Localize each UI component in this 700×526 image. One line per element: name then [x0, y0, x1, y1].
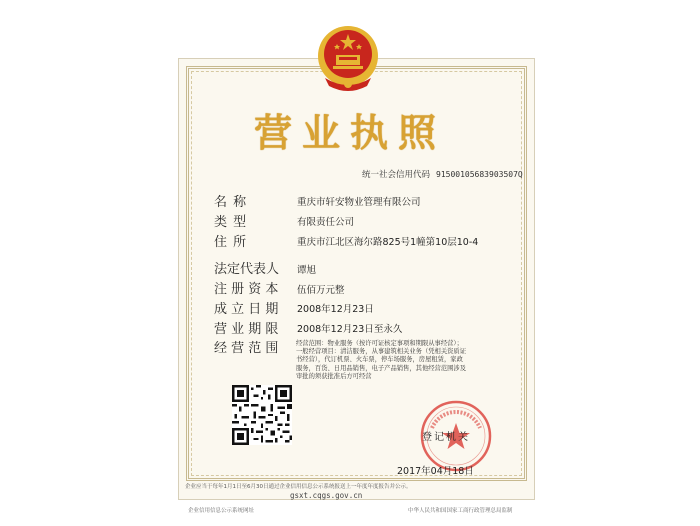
- address-label: 住 所: [214, 235, 248, 250]
- name-value: 重庆市轩安物业管理有限公司: [297, 197, 421, 208]
- credit-code-label: 统一社会信用代码: [362, 170, 431, 180]
- name-label: 名 称: [214, 195, 248, 210]
- legal-rep-value: 谭旭: [297, 265, 317, 276]
- scope-value: 经营范围：物业服务（按许可证核定事项和期限从事经营）；一般经营项目：清洁服务，从事建筑相关业务（凭相关资质证书经营），代订机票、火车票，停车场服务，房屋租赁，家政服务，百货、日用品销售，电子产品销售，其他经营范围涉及审批的须获批准后方可经营: [296, 340, 467, 380]
- credit-code-value: 91500105683903507Q: [436, 170, 523, 179]
- footer-system-label: 企业信用信息公示系统网址: [188, 508, 255, 514]
- issue-date: 2017年04月18日: [397, 466, 474, 477]
- footer-issuer: 中华人民共和国国家工商行政管理总局监制: [408, 508, 513, 514]
- term-value: 2008年12月23日至永久: [297, 324, 403, 335]
- credit-code: [362, 168, 523, 180]
- type-label: 类 型: [214, 215, 248, 230]
- type-value: 有限责任公司: [297, 217, 355, 228]
- founded-label: 成 立 日 期: [214, 302, 279, 317]
- scope-label: 经 营 范 围: [214, 341, 279, 356]
- address-value: 重庆市江北区海尔路825号1幢第10层10-4: [297, 237, 479, 248]
- founded-value: 2008年12月23日: [297, 304, 374, 315]
- footer-url: gsxt.cqgs.gov.cn: [290, 491, 363, 500]
- footer-notice: 企业应当于每年1月1日至6月30日通过企业信用信息公示系统报送上一年度年度报告并公示。: [185, 484, 412, 490]
- term-label: 营 业 期 限: [214, 322, 279, 337]
- legal-rep-label: 法定代表人: [214, 262, 280, 277]
- qr-code-icon: [232, 385, 292, 445]
- certificate-title: 营业执照: [253, 110, 446, 155]
- capital-value: 伍佰万元整: [297, 285, 345, 296]
- national-emblem-icon: [315, 22, 381, 94]
- registration-authority-label: 登记机关: [422, 432, 470, 443]
- capital-label: 注 册 资 本: [214, 282, 279, 297]
